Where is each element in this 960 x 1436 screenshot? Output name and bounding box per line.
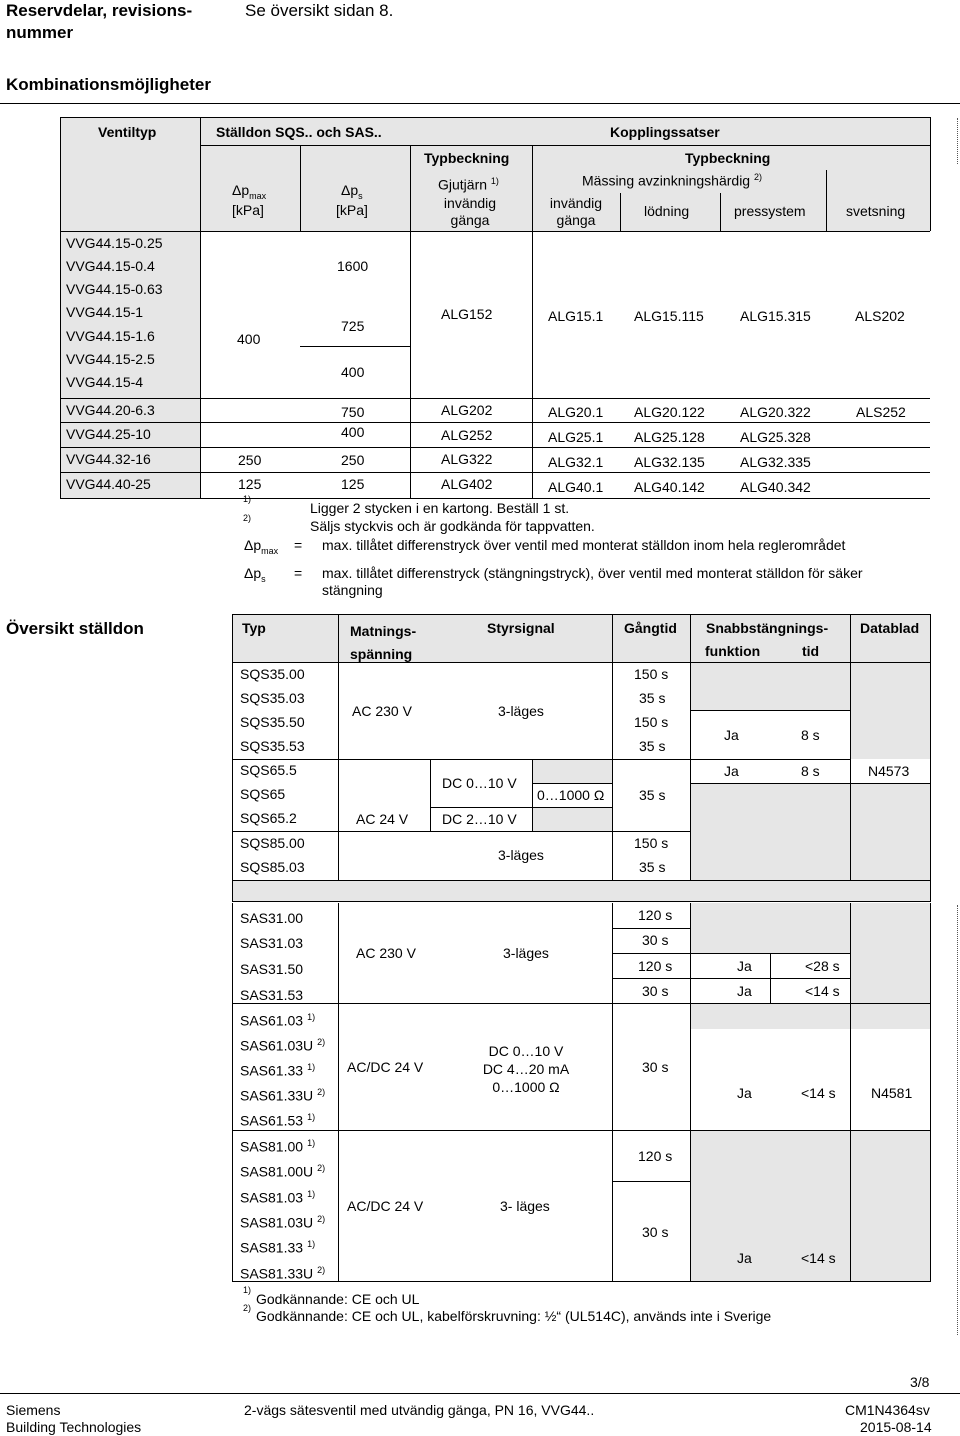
run-time: 150 s <box>634 835 669 851</box>
col-header-pressystem: pressystem <box>734 203 806 219</box>
run-time: 120 s <box>638 1148 673 1164</box>
col-header-dps: $\Delta p_s$ <box>341 182 363 201</box>
dpmax-value: 125 <box>238 476 262 492</box>
kit-internal-thread: ALG32.1 <box>548 454 604 470</box>
dps-value: 750 <box>341 404 365 420</box>
legend-equals: = <box>294 537 303 553</box>
valve-cell: VVG44.15-1 <box>66 304 144 320</box>
actuator-type: SAS61.53 $^{1)}$ <box>240 1112 316 1129</box>
kit-soldering: ALG15.115 <box>634 308 704 324</box>
kit-press: ALG25.328 <box>740 429 811 445</box>
col-header-gangtid: Gångtid <box>624 620 677 636</box>
fast-close-time: 8 s <box>801 727 820 743</box>
col-header-typbeckning-2: Typbeckning <box>685 150 771 166</box>
valve-cell: VVG44.15-0.25 <box>66 235 163 251</box>
actuator-type: SAS81.00U $^{2)}$ <box>240 1163 326 1180</box>
control-signal: DC 0…10 V DC 4…20 mA 0…1000 Ω <box>482 1043 570 1095</box>
col-header-snabbstangning: Snabbstängnings- <box>706 620 829 636</box>
dps-value: 250 <box>341 452 365 468</box>
control-signal: DC 2…10 V <box>442 811 517 827</box>
actuator-type: SQS35.03 <box>240 690 305 706</box>
dps-value: 400 <box>341 364 365 380</box>
valve-cell: VVG44.25-10 <box>66 426 151 442</box>
actuator-type: SAS61.03U $^{2)}$ <box>240 1037 326 1054</box>
dps-legend-symbol: $\Delta p_s$ <box>244 565 266 584</box>
footnote-text: Godkännande: CE och UL <box>256 1291 420 1307</box>
col-header-matningsspanning: Matnings- spänning <box>350 623 417 662</box>
fast-close-time: <14 s <box>805 983 840 999</box>
kit-cast-iron: ALG252 <box>441 427 493 443</box>
run-time: 120 s <box>638 958 673 974</box>
valve-cell: VVG44.15-1.6 <box>66 328 155 344</box>
control-signal: DC 0…10 V <box>442 775 517 791</box>
run-time: 35 s <box>639 787 666 803</box>
run-time: 35 s <box>639 690 666 706</box>
fast-close-time: <14 s <box>801 1085 836 1101</box>
section-title: Reservdelar, revisions- nummer <box>6 1 193 42</box>
actuator-type: SQS65.2 <box>240 810 297 826</box>
footer-document-id: CM1N4364sv <box>845 1402 930 1418</box>
kit-cast-iron: ALG322 <box>441 451 493 467</box>
footnote-ref: 1) <box>307 1062 316 1072</box>
footnote-mark: 1) <box>243 1285 252 1295</box>
col-header-gjutjarn: Gjutjärn $^{1)}$ <box>438 176 499 193</box>
kit-internal-thread: ALG40.1 <box>548 479 604 495</box>
col-header-funktion: funktion <box>705 643 761 659</box>
run-time: 30 s <box>642 983 669 999</box>
kit-cast-iron: ALG202 <box>441 402 493 418</box>
fast-close-function: Ja <box>737 983 752 999</box>
dps-value: 400 <box>341 424 365 440</box>
footnote-ref: 2) <box>317 1163 326 1173</box>
col-header-dps-unit: [kPa] <box>336 202 368 218</box>
dpmax-value: 250 <box>238 452 262 468</box>
footer-rule <box>0 1393 960 1394</box>
run-time: 150 s <box>634 714 669 730</box>
datasheet-ref: N4581 <box>871 1085 913 1101</box>
footnote-ref: 1) <box>307 1189 316 1199</box>
dpmax-legend-symbol: $\Delta p_{max}$ <box>244 537 279 556</box>
fast-close-function: Ja <box>737 1085 752 1101</box>
run-time: 30 s <box>642 932 669 948</box>
run-time: 35 s <box>639 738 666 754</box>
footnote-ref: 2) <box>317 1087 326 1097</box>
kit-soldering: ALG32.135 <box>634 454 705 470</box>
kit-cast-iron: ALG152 <box>441 306 493 322</box>
actuator-type: SQS35.00 <box>240 666 305 682</box>
actuator-type: SAS61.33U $^{2)}$ <box>240 1087 326 1104</box>
footnote-text: Säljs styckvis och är godkända för tappvatten. <box>310 518 595 534</box>
valve-cell: VVG44.20-6.3 <box>66 402 155 418</box>
control-signal: 3-läges <box>498 847 544 863</box>
footnote-mark: 1) <box>243 494 252 504</box>
dps-value: 725 <box>341 318 365 334</box>
kit-soldering: ALG40.142 <box>634 479 705 495</box>
control-signal: 3-läges <box>503 945 549 961</box>
col-header-massing: Mässing avzinkningshärdig $^{2)}$ <box>582 172 762 189</box>
run-time: 150 s <box>634 666 669 682</box>
col-header-ventiltyp: Ventiltyp <box>98 124 157 140</box>
col-header-invandig-ganga-2: invändig gänga <box>549 195 603 228</box>
col-header-tid: tid <box>802 643 820 659</box>
col-header-stalldon: Ställdon SQS.. och SAS.. <box>216 124 382 140</box>
actuator-type: SAS81.03 $^{1)}$ <box>240 1189 316 1206</box>
actuator-type: SAS61.03 $^{1)}$ <box>240 1012 316 1029</box>
overview-title: Översikt ställdon <box>6 619 144 638</box>
actuator-type: SQS85.03 <box>240 859 305 875</box>
col-header-kopplingssatser: Kopplingssatser <box>610 124 720 140</box>
fast-close-function: Ja <box>737 958 752 974</box>
kit-internal-thread: ALG15.1 <box>548 308 604 324</box>
kit-welding: ALS202 <box>855 308 905 324</box>
valve-cell: VVG44.15-0.4 <box>66 258 155 274</box>
kit-press: ALG32.335 <box>740 454 811 470</box>
col-header-typbeckning-1: Typbeckning <box>424 150 510 166</box>
footnote-ref: 1) <box>307 1112 316 1122</box>
col-header-dpmax-unit: [kPa] <box>232 202 264 218</box>
actuator-type: SAS31.00 <box>240 910 304 926</box>
supply-voltage: AC/DC 24 V <box>347 1059 424 1075</box>
valve-cell: VVG44.15-0.63 <box>66 281 163 297</box>
fast-close-time: <14 s <box>801 1250 836 1266</box>
control-signal: 3-läges <box>498 703 544 719</box>
supply-voltage: AC/DC 24 V <box>347 1198 424 1214</box>
kit-internal-thread: ALG20.1 <box>548 404 604 420</box>
actuator-type: SQS35.53 <box>240 738 305 754</box>
page-number: 3/8 <box>910 1374 930 1390</box>
fast-close-time: <28 s <box>805 958 840 974</box>
col-header-typ: Typ <box>242 620 266 636</box>
actuator-type: SAS31.50 <box>240 961 304 977</box>
actuator-type: SAS31.03 <box>240 935 304 951</box>
actuator-type: SQS65.5 <box>240 762 297 778</box>
col-header-dpmax: $\Delta p_{max}$ <box>232 182 267 201</box>
footnote-ref: 1) <box>307 1012 316 1022</box>
valve-cell: VVG44.15-2.5 <box>66 351 155 367</box>
col-header-lodning: lödning <box>644 203 690 219</box>
kit-welding: ALS252 <box>856 404 906 420</box>
actuator-type: SQS35.50 <box>240 714 305 730</box>
footer-document-title: 2-vägs sätesventil med utvändig gänga, PN 16, VVG44.. <box>244 1402 595 1418</box>
combinations-title: Kombinationsmöjligheter <box>6 75 211 94</box>
fast-close-function: Ja <box>724 763 739 779</box>
kit-press: ALG15.315 <box>740 308 811 324</box>
header-rule <box>0 103 960 104</box>
actuator-type: SAS31.53 <box>240 987 304 1003</box>
actuator-type: SQS65 <box>240 786 286 802</box>
kit-internal-thread: ALG25.1 <box>548 429 604 445</box>
run-time: 30 s <box>642 1059 669 1075</box>
actuator-type: SQS85.00 <box>240 835 305 851</box>
footnote-mark: 2) <box>243 1303 252 1313</box>
overview-reference: Se översikt sidan 8. <box>245 1 394 20</box>
actuator-type: SAS81.33U $^{2)}$ <box>240 1265 326 1282</box>
footnote-ref: 2) <box>317 1214 326 1224</box>
col-header-styrsignal: Styrsignal <box>487 620 555 636</box>
col-header-svetsning: svetsning <box>846 203 906 219</box>
valve-cell: VVG44.32-16 <box>66 451 151 467</box>
run-time: 30 s <box>642 1224 669 1240</box>
footnote-ref: 1) <box>307 1138 316 1148</box>
col-header-invandig-ganga-1: invändig gänga <box>443 195 497 228</box>
actuator-type: SAS81.33 $^{1)}$ <box>240 1239 316 1256</box>
dpmax-value: 400 <box>237 331 261 347</box>
dpmax-legend-text: max. tillåtet differenstryck över ventil med monterat ställdon inom hela reglerområdet <box>322 537 846 553</box>
supply-voltage: AC 230 V <box>352 703 412 719</box>
kit-soldering: ALG25.128 <box>634 429 705 445</box>
footer-company: Siemens <box>6 1402 61 1418</box>
margin-mark <box>957 905 958 1335</box>
legend-equals: = <box>294 565 303 581</box>
dps-legend-text: max. tillåtet differenstryck (stängningstryck), över ventil med monterat ställdon för säker stängning <box>322 565 863 598</box>
col-header-datablad: Datablad <box>860 620 920 636</box>
fast-close-function: Ja <box>737 1250 752 1266</box>
supply-voltage: AC 24 V <box>356 811 409 827</box>
datasheet-ref: N4573 <box>868 763 910 779</box>
footnote-text: Godkännande: CE och UL, kabelförskruvning: ½“ (UL514C), används inte i Sverige <box>256 1308 772 1324</box>
kit-cast-iron: ALG402 <box>441 476 493 492</box>
footnote-text: Ligger 2 stycken i en kartong. Beställ 1 st. <box>310 500 570 516</box>
fast-close-time: 8 s <box>801 763 820 779</box>
actuator-type: SAS61.33 $^{1)}$ <box>240 1062 316 1079</box>
margin-mark <box>957 118 958 164</box>
valve-cell: VVG44.40-25 <box>66 476 151 492</box>
footnote-ref: 1) <box>307 1239 316 1249</box>
run-time: 35 s <box>639 859 666 875</box>
footer-date: 2015-08-14 <box>860 1419 932 1435</box>
actuator-type: SAS81.00 $^{1)}$ <box>240 1138 316 1155</box>
control-signal: 3- läges <box>500 1198 550 1214</box>
actuator-type: SAS81.03U $^{2)}$ <box>240 1214 326 1231</box>
dps-value: 125 <box>341 476 365 492</box>
footnote-ref: 2) <box>317 1265 326 1275</box>
kit-press: ALG20.322 <box>740 404 811 420</box>
control-signal: 0…1000 Ω <box>537 787 605 803</box>
kit-soldering: ALG20.122 <box>634 404 705 420</box>
footnote-ref: 2) <box>317 1037 326 1047</box>
footer-division: Building Technologies <box>6 1419 142 1435</box>
valve-cell: VVG44.15-4 <box>66 374 144 390</box>
supply-voltage: AC 230 V <box>356 945 416 961</box>
dps-value: 1600 <box>337 258 369 274</box>
kit-press: ALG40.342 <box>740 479 811 495</box>
fast-close-function: Ja <box>724 727 739 743</box>
run-time: 120 s <box>638 907 673 923</box>
footnote-mark: 2) <box>243 513 252 523</box>
